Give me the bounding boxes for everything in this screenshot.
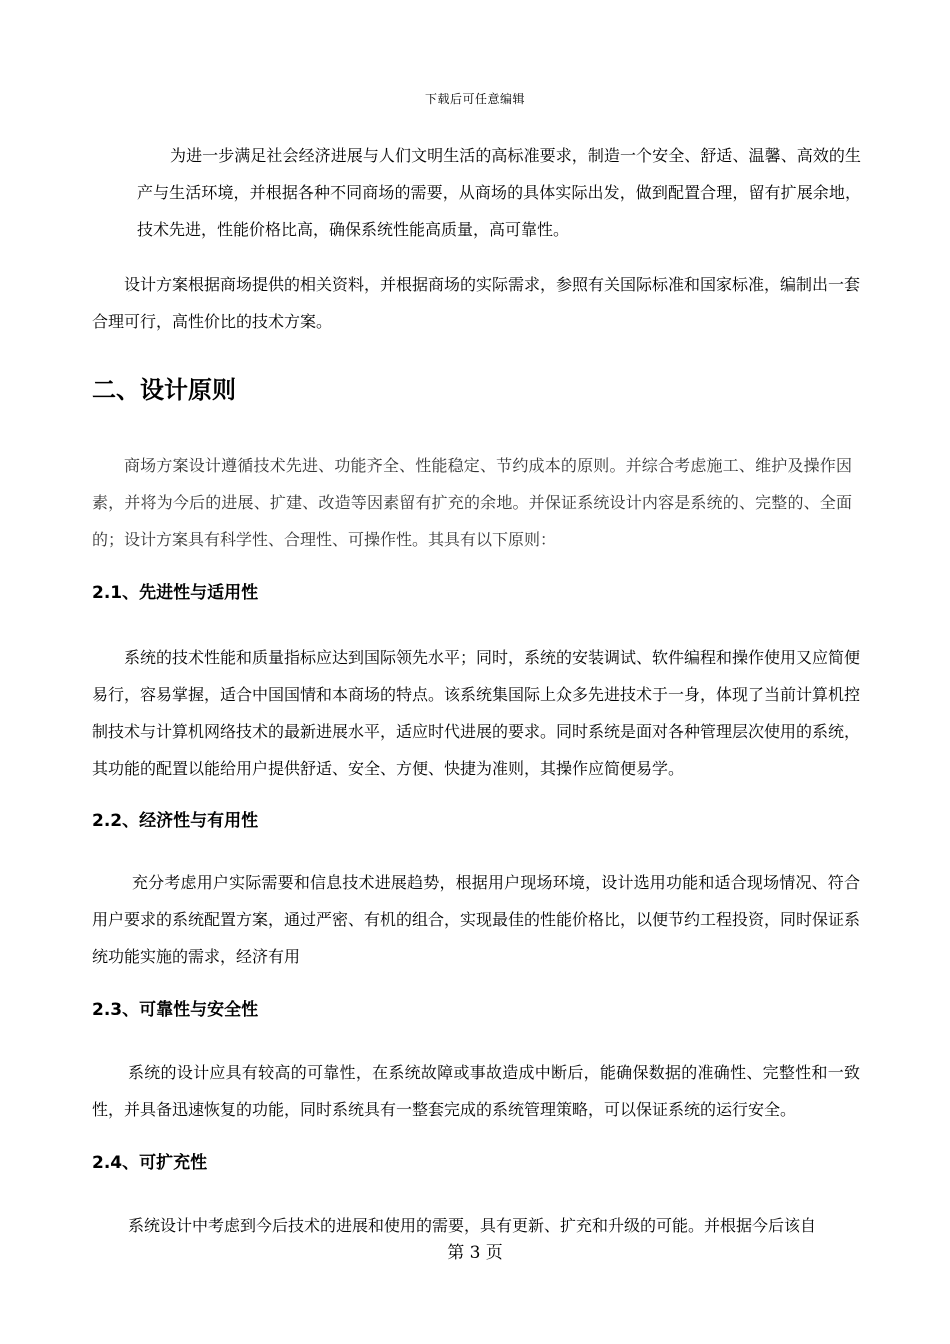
section-title-design-principles: 二、设计原则 [92,376,236,404]
subsection-body-2-2: 充分考虑用户实际需要和信息技术进展趋势，根据用户现场环境，设计选用功能和适合现场情况、符合用户要求的系统配置方案，通过严密、有机的组合，实现最佳的性能价格比，以便节约工程投资，同时保证系统功能实施的需求，经济有用 [92,873,861,966]
subsection-title-2-1: 2.1、先进性与适用性 [92,583,259,603]
subsection-title-2-2: 2.2、经济性与有用性 [92,811,259,831]
section-intro-paragraph: 商场方案设计遵循技术先进、功能齐全、性能稳定、节约成本的原则。并综合考虑施工、维护及操作因素，并将为今后的进展、扩建、改造等因素留有扩充的余地。并保证系统设计内容是系统的、完整的、全面的；设计方案具有科学性、合理性、可操作性。其具有以下原则： [92,456,852,549]
subsection-title-2-3: 2.3、可靠性与安全性 [92,1000,259,1020]
page-number: 第 3 页 [447,1243,503,1263]
intro-paragraph-2: 设计方案根据商场提供的相关资料，并根据商场的实际需求，参照有关国际标准和国家标准，编制出一套合理可行，高性价比的技术方案。 [92,275,861,331]
subsection-title-2-4: 2.4、可扩充性 [92,1153,208,1173]
subsection-body-2-3: 系统的设计应具有较高的可靠性，在系统故障或事故造成中断后，能确保数据的准确性、完整性和一致性，并具备迅速恢复的功能，同时系统具有一整套完成的系统管理策略，可以保证系统的运行安全。 [92,1063,860,1119]
subsection-body-2-1: 系统的技术性能和质量指标应达到国际领先水平；同时，系统的安装调试、软件编程和操作使用又应简便易行，容易掌握，适合中国国情和本商场的特点。该系统集国际上众多先进技术于一身，体现了当前计算机控制技术与计算机网络技术的最新进展水平，适应时代进展的要求。同时系统是面对各种管理层次使用的系统，其功能的配置以能给用户提供舒适、安全、方便、快捷为准则，其操作应简便易学。 [92,648,861,778]
header-note: 下载后可任意编辑 [424,92,525,106]
intro-paragraph-1: 为进一步满足社会经济进展与人们文明生活的高标准要求，制造一个安全、舒适、温馨、高效的生产与生活环境，并根据各种不同商场的需要，从商场的具体实际出发，做到配置合理，留有扩展余地，技术先进，性能价格比高，确保系统性能高质量，高可靠性。 [137,146,861,239]
subsection-body-2-4: 系统设计中考虑到今后技术的进展和使用的需要，具有更新、扩充和升级的可能。并根据今后该自 [128,1216,817,1235]
